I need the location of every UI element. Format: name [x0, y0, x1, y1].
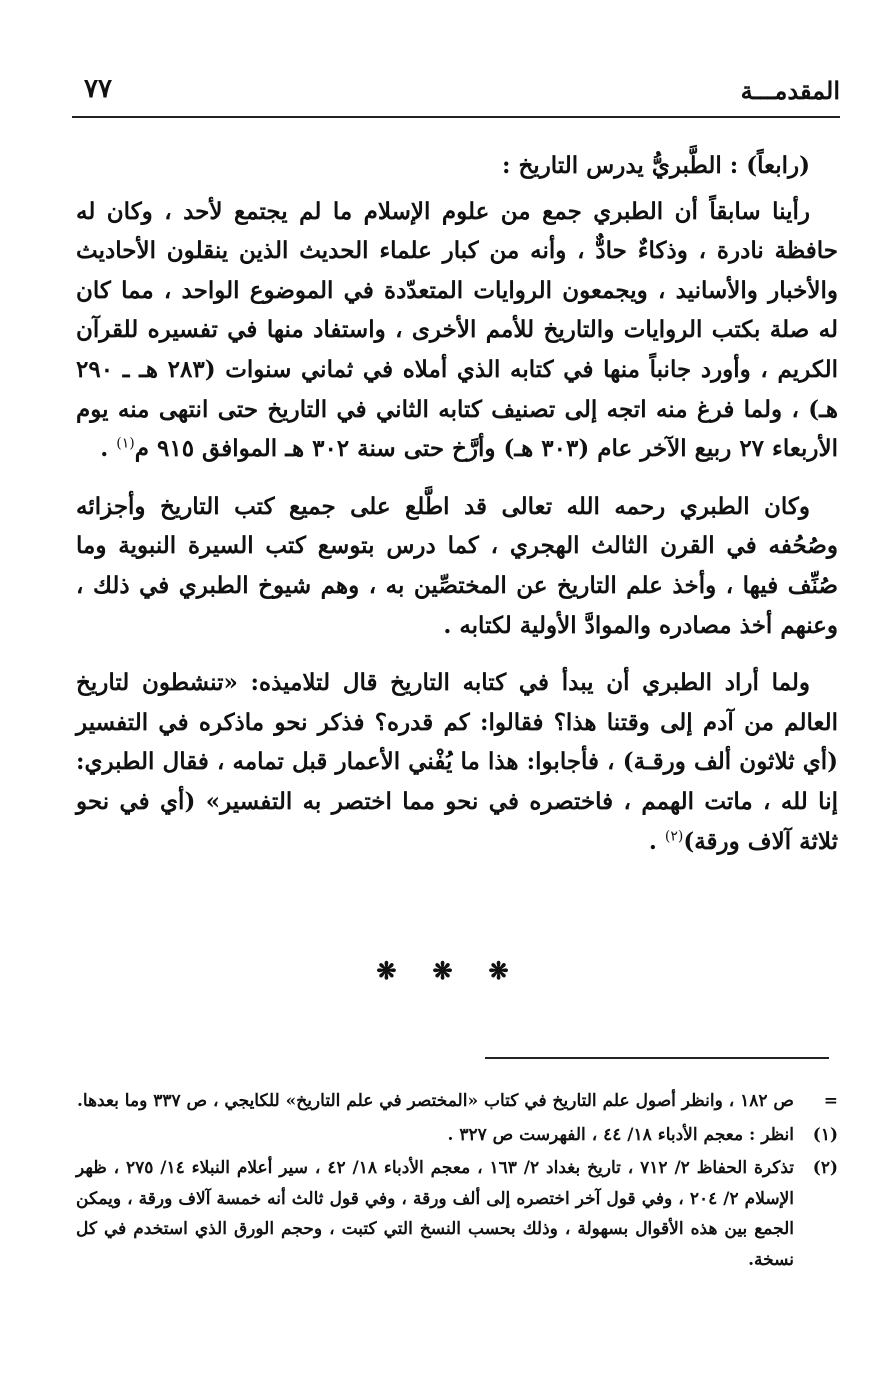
paragraph-1: [76, 192, 838, 469]
running-header: [72, 72, 840, 116]
paragraph-3-end: .: [648, 827, 665, 855]
footnote-1: [76, 1120, 838, 1151]
separator-star-icon: ❋: [432, 956, 453, 985]
paragraph-2-text: وكان الطبري رحمه الله تعالى قد اطَّلع على جميع كتب التاريخ وأجزائه وصُحُفه في القرن الثالث الهجري ، كما درس بتوسع كتب السيرة النبوية وما صُنِّف فيها ، وأخذ علم التاريخ عن المختصِّين به ، وهم شيوخ الطبري في ذلك ، وعنهم أخذ مصادره والموادَّ الأولية لكتابه .: [76, 492, 838, 639]
footnote-text: ص ١٨٢ ، وانظر أصول علم التاريخ في كتاب «المختصر في علم التاريخ» للكايجي ، ص ٣٣٧ وما بعدها.: [76, 1091, 794, 1111]
footnote-2: [76, 1153, 838, 1275]
footnote-marker: =: [823, 1091, 838, 1111]
footnote-continued: [76, 1086, 838, 1117]
paragraph-3-text: ولما أراد الطبري أن يبدأ في كتابه التاريخ قال لتلاميذه: «تنشطون لتاريخ العالم من آدم إلى وقتنا هذا؟ فقالوا: كم قدره؟ فذكر نحو ماذكره في التفسير (أي ثلاثون ألف ورقـة) ، فأجابوا: هذا ما يُفْني الأعمار قبل تمامه ، فقال الطبري: إنا لله ، ماتت الهمم ، فاختصره في نحو مما اختصر به التفسير» (أي في نحو ثلاثة آلاف ورقة): [76, 669, 838, 855]
footnote-ref-2[interactable]: (٢): [664, 827, 684, 844]
footnotes: [76, 1086, 838, 1278]
running-title: المقدمـــة: [740, 76, 840, 105]
paragraph-2: [76, 487, 838, 645]
main-text: [76, 146, 838, 861]
paragraph-1-end: .: [100, 435, 117, 463]
footnote-ref-1[interactable]: (١): [116, 435, 135, 452]
separator-star-icon: ❋: [488, 956, 509, 985]
footnote-rule: [485, 1057, 829, 1059]
section-heading: (رابعاً) : الطَّبريُّ يدرس التاريخ :: [501, 152, 810, 179]
header-rule: [72, 116, 840, 118]
page-number: ٧٧: [84, 74, 112, 104]
paragraph-1-text: رأينا سابقاً أن الطبري جمع من علوم الإسلام ما لم يجتمع لأحد ، وكان له حافظة نادرة ، وذكاءٌ حادٌّ ، وأنه من كبار علماء الحديث الذين ينقلون الأحاديث والأخبار والأسانيد ، ويجمعون الروايات المتعدّدة في الموضوع الواحد ، مما كان له صلة بكتب الروايات والتاريخ للأمم الأخرى ، واستفاد منها في تفسيره للقرآن الكريم ، وأورد جانباً منها في كتابه الذي أملاه في ثماني سنوات (٢٨٣ هـ ـ ٢٩٠ هـ) ، ولما فرغ منه اتجه إلى تصنيف كتابه الثاني في التاريخ حتى انتهى منه يوم الأربعاء ٢٧ ربيع الآخر عام (٣٠٣ هـ) وأرَّخ حتى سنة ٣٠٢ هـ الموافق ٩١٥ م: [76, 197, 838, 463]
section-separator: [0, 956, 885, 985]
footnote-marker: (١): [812, 1124, 838, 1145]
footnote-text: انظر : معجم الأدباء ١٨/ ٤٤ ، الفهرست ص ٣٢٧ .: [447, 1124, 794, 1145]
paragraph-3: [76, 663, 838, 861]
separator-star-icon: ❋: [376, 956, 397, 985]
footnote-text: تذكرة الحفاظ ٢/ ٧١٢ ، تاريخ بغداد ٢/ ١٦٣ ، معجم الأدباء ١٨/ ٤٢ ، سير أعلام النبلاء ١٤/ ٢٧٥ ، ظهر الإسلام ٢/ ٢٠٤ ، وفي قول آخر اختصره إلى ألف ورقة ، وفي قول ثالث أنه خمسة آلاف ورقة ، ويمكن الجمع بين هذه الأقوال بسهولة ، وذلك بحسب النسخ التي كتبت ، وحجم الورق الذي استخدم في كل نسخة.: [76, 1158, 795, 1270]
footnote-marker: (٢): [812, 1158, 838, 1178]
